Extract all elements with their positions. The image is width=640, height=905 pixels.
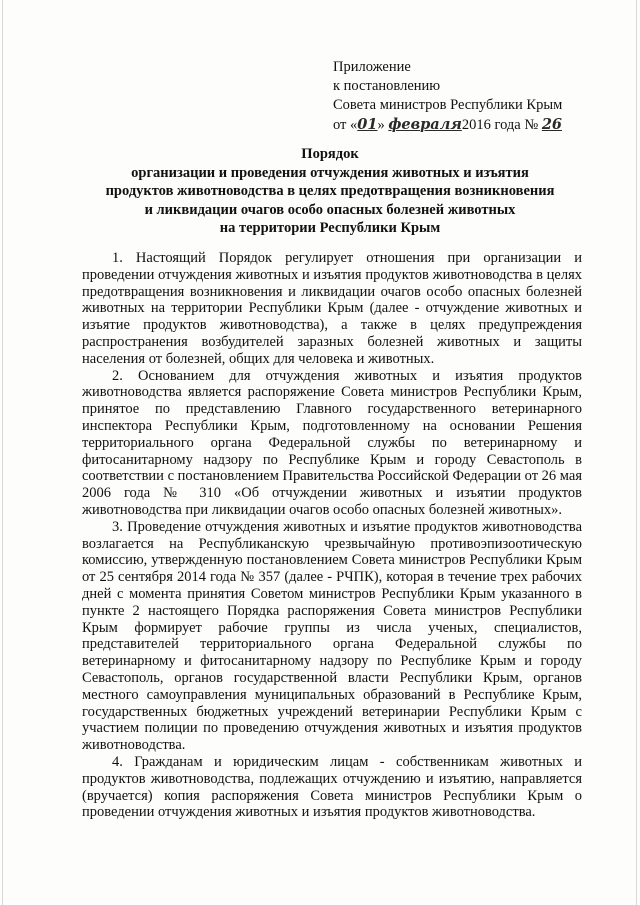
handwritten-day: 01	[357, 116, 378, 133]
handwritten-number: 26	[541, 116, 562, 133]
paragraph-4: 4. Гражданам и юридическим лицам - собственникам животных и продуктов животноводства, подлежащих отчуждению и изъятию, направляется (вручается) копия распоряжения Совета министров Республики Крым о проведении отчуждения животных и изъятия продуктов животноводства.	[82, 753, 582, 821]
appendix-header	[333, 58, 623, 135]
appendix-label: Приложение	[333, 59, 411, 75]
document-body	[82, 250, 582, 821]
paragraph-2: 2. Основанием для отчуждения животных и изъятия продуктов животноводства является распоряжение Совета министров Республики Крым, принятое по представлению Главного государственного ветеринарного инспектора Республики Крым, подготовленному на основании Решения территориального органа Федеральной службы по ветеринарному и фитосанитарному надзору по Республике Крым и городу Севастополь в соответствии с постановлением Правительства Российской Федерации от 26 мая 2006 года № 310 «Об отчуждении животных и изъятии продуктов животноводства при ликвидации очагов особо опасных болезней животных».	[82, 367, 582, 518]
title-line-1: Порядок	[301, 146, 359, 162]
date-prefix: от «	[333, 117, 358, 133]
scan-edge-left	[2, 0, 3, 905]
appendix-authority: Совета министров Республики Крым	[333, 97, 563, 113]
date-year: 2016 года №	[461, 117, 542, 133]
scan-edge-right	[636, 0, 637, 905]
date-mid: »	[377, 117, 389, 133]
paragraph-1: 1. Настоящий Порядок регулирует отношения при организации и проведении отчуждения животных и изъятия продуктов животноводства в целях предотвращения возникновения и ликвидации очагов особо опасных болезней животных на территории Республики Крым (далее - отчуждение животных и изъятие продуктов животноводства), а также в целях предупреждения распространения возбудителей заразных болезней животных и защиты населения от болезней, общих для человека и животных.	[82, 250, 582, 367]
title-line-3: продуктов животноводства в целях предотвращения возникновения	[105, 183, 555, 199]
title-line-2: организации и проведения отчуждения животных и изъятия	[131, 164, 529, 181]
appendix-reference: к постановлению	[333, 78, 441, 94]
document-title	[80, 145, 580, 238]
title-line-5: на территории Республики Крым	[219, 220, 441, 236]
handwritten-month: февраля	[388, 116, 462, 133]
paragraph-3: 3. Проведение отчуждения животных и изъятие продуктов животноводства возлагается на Республиканскую чрезвычайную противоэпизоотическую комиссию, утвержденную постановлением Совета министров Республики Крым от 25 сентября 2014 года № 357 (далее - РЧПК), которая в течение трех рабочих дней с момента принятия Советом министров Республики Крым указанного в пункте 2 настоящего Порядка распоряжения Совета министров Республики Крым формирует рабочие группы из числа ученых, специалистов, представителей территориального органа Федеральной службы по ветеринарному и фитосанитарному надзору по Республике Крым и городу Севастополь, органов государственной власти Республики Крым, органов местного самоуправления муниципальных образований в Республике Крым, государственных бюджетных учреждений ветеринарии Республики Крым с участием полиции по проведению отчуждения животных и изъятия продуктов животноводства.	[82, 518, 582, 754]
appendix-date-line	[333, 115, 623, 135]
title-line-4: и ликвидации очагов особо опасных болезней животных	[144, 201, 516, 218]
